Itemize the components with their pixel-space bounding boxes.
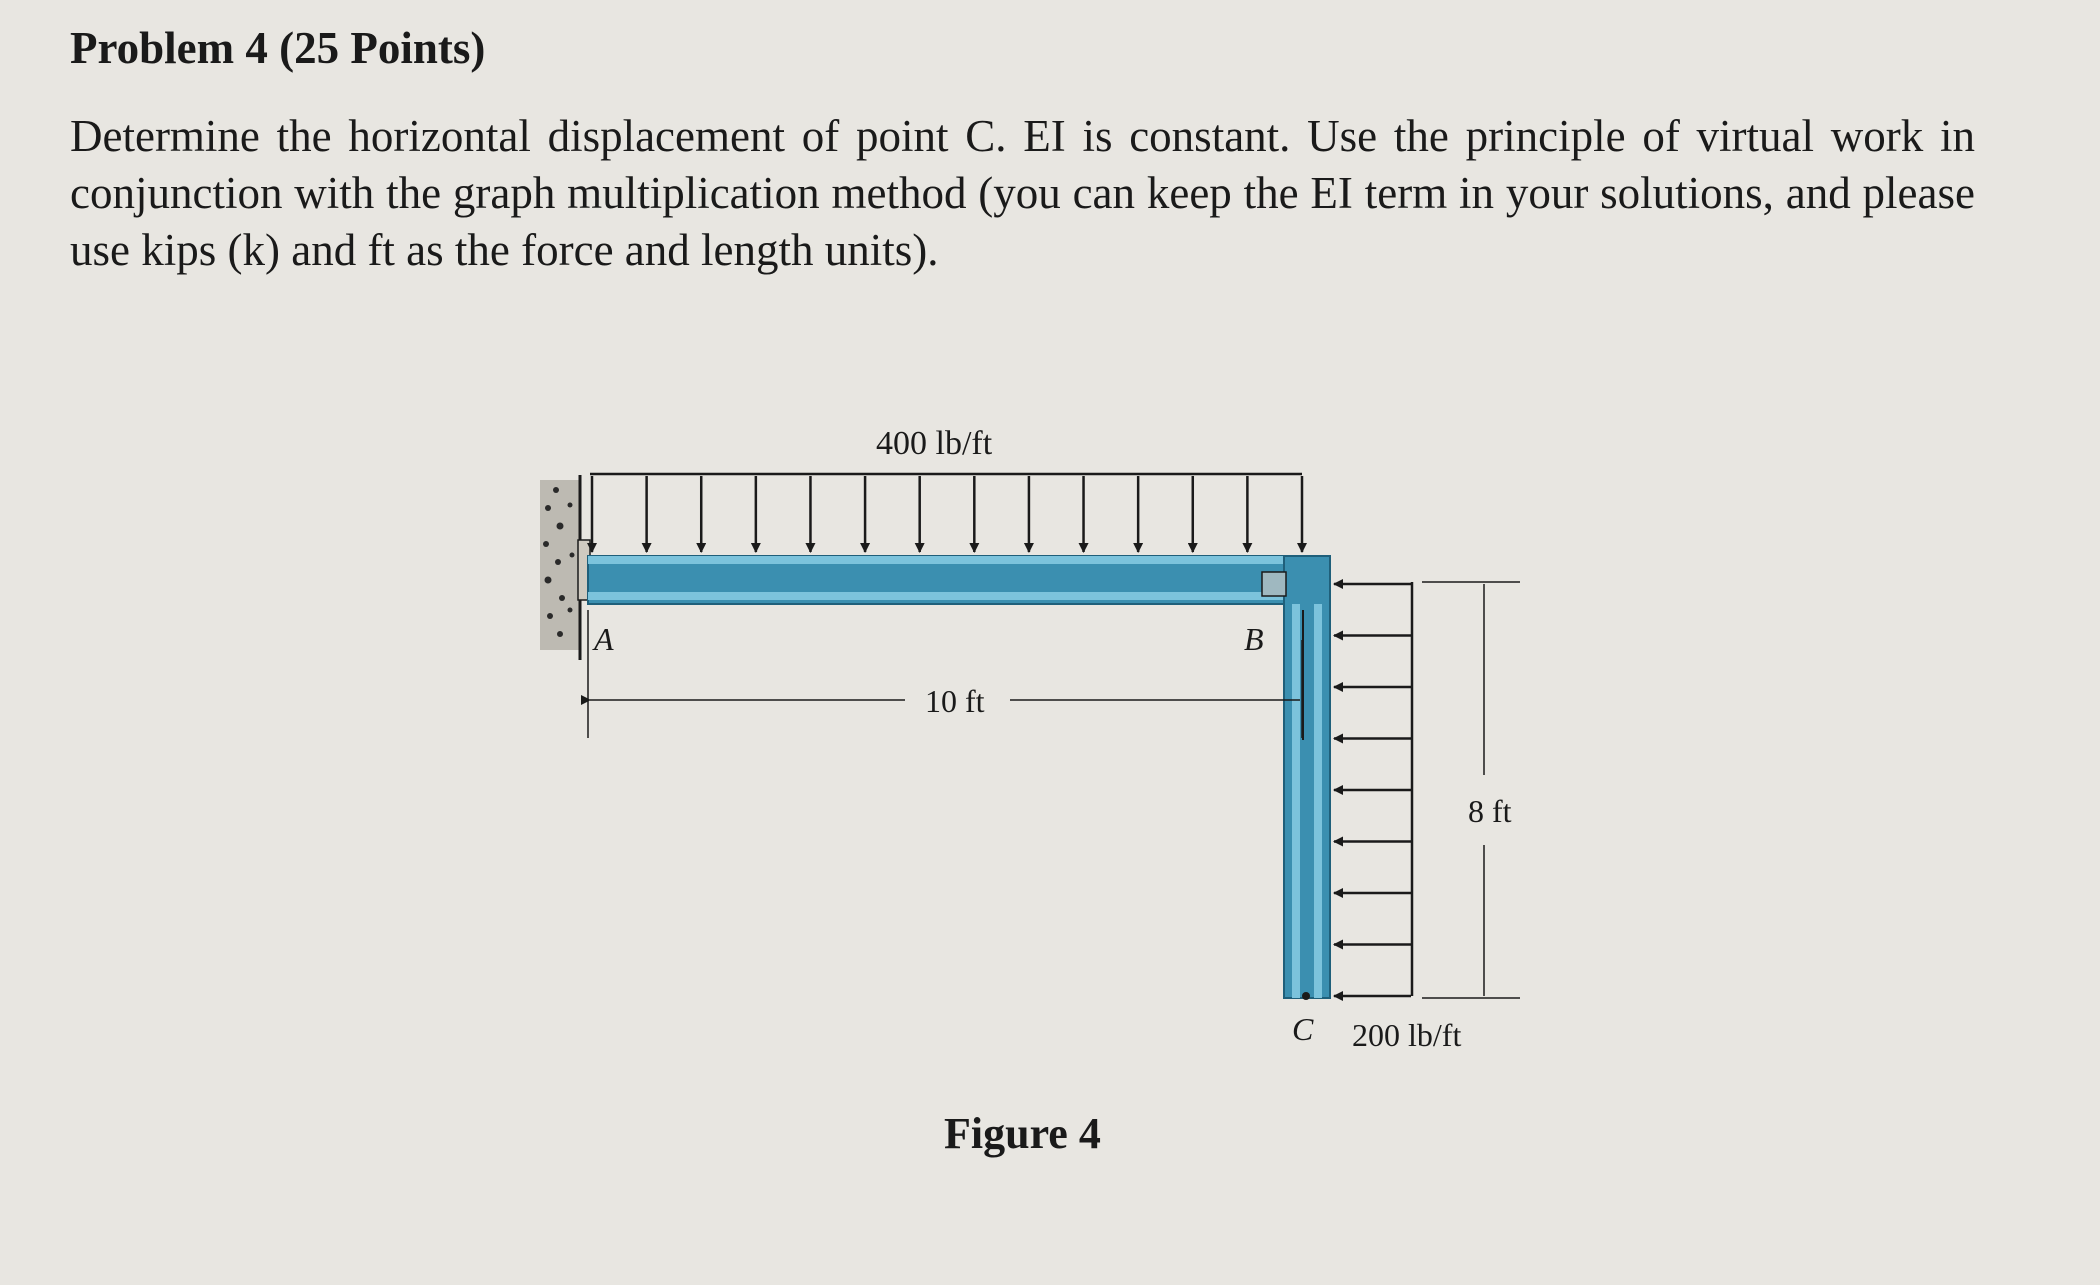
problem-title: Problem 4 (25 Points): [70, 23, 486, 73]
column-distributed-load: [1334, 582, 1412, 996]
point-b-label: B: [1244, 621, 1264, 657]
column-bc: [1262, 556, 1330, 1000]
column-length-label: 8 ft: [1468, 793, 1512, 829]
beam-length-label: 10 ft: [925, 683, 985, 719]
beam-distributed-load: [590, 474, 1302, 552]
point-a-label: A: [594, 621, 614, 657]
dimension-8ft: [1422, 582, 1520, 998]
beam-ab: [588, 556, 1330, 604]
fixed-support-icon: [540, 475, 590, 660]
beam-load-label: 400 lb/ft: [876, 425, 993, 462]
column-load-label: 200 lb/ft: [1352, 1017, 1462, 1053]
problem-statement: Determine the horizontal displacement of point C. EI is constant. Use the principle of virtual work in conjunction with the graph multiplication method (you can keep the EI term in your solutions, and please use kips (k) and ft as the force and length units).: [70, 111, 1975, 275]
figure-caption: Figure 4: [944, 1109, 1101, 1158]
point-c-label: C: [1292, 1011, 1314, 1047]
